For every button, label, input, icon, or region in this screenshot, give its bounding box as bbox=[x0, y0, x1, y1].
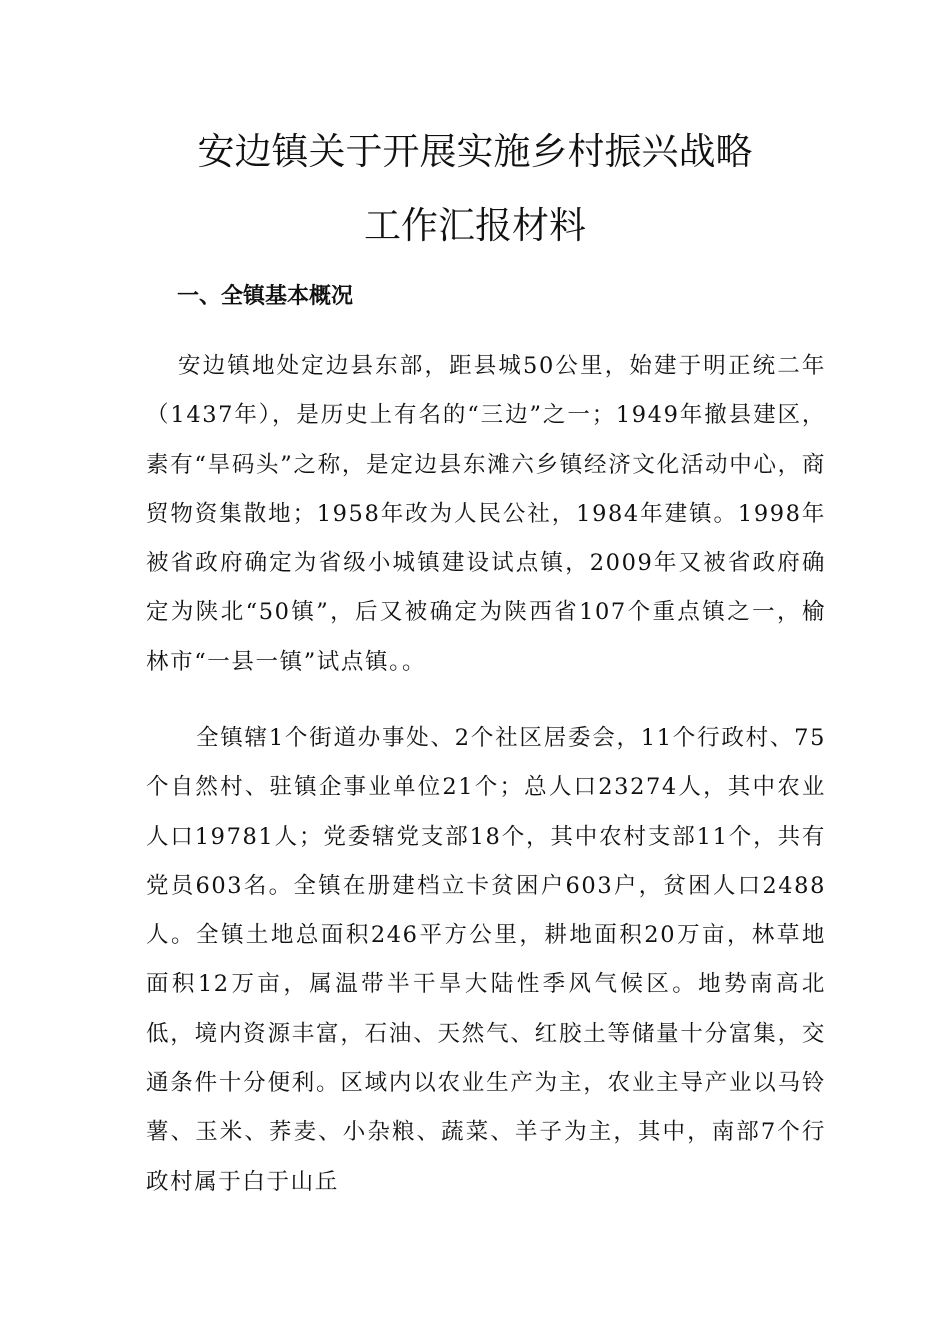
document-title-line-2: 工作汇报材料 bbox=[364, 204, 586, 247]
paragraph-1: 安边镇地处定边县东部，距县城50公里，始建于明正统二年（1437年），是历史上有名的“三边”之一；1949年撤县建区，素有“旱码头”之称，是定边县东滩六乡镇经济文化活动中心，商贸物资集散地；1958年改为人民公社，1984年建镇。1998年被省政府确定为省级小城镇建设试点镇，2009年又被省政府确定为陕北“50镇”，后又被确定为陕西省107个重点镇之一，榆林市“一县一镇”试点镇。。 bbox=[146, 353, 826, 675]
section-heading: 一、全镇基本概况 bbox=[177, 284, 354, 309]
paragraph-2: 全镇辖1个街道办事处、2个社区居委会，11个行政村、75个自然村、驻镇企事业单位21个；总人口23274人，其中农业人口19781人；党委辖党支部18个，其中农村支部11个，共有党员603名。全镇在册建档立卡贫困户603户，贫困人口2488人。全镇土地总面积246平方公里，耕地面积20万亩，林草地面积12万亩，属温带半干旱大陆性季风气候区。地势南高北低，境内资源丰富，石油、天然气、红胶土等储量十分富集，交通条件十分便利。区域内以农业生产为主，农业主导产业以马铃薯、玉米、荞麦、小杂粮、蔬菜、羊子为主，其中，南部7个行政村属于白于山丘 bbox=[146, 725, 826, 1195]
document-title-line-1: 安边镇关于开展实施乡村振兴战略 bbox=[197, 130, 753, 173]
